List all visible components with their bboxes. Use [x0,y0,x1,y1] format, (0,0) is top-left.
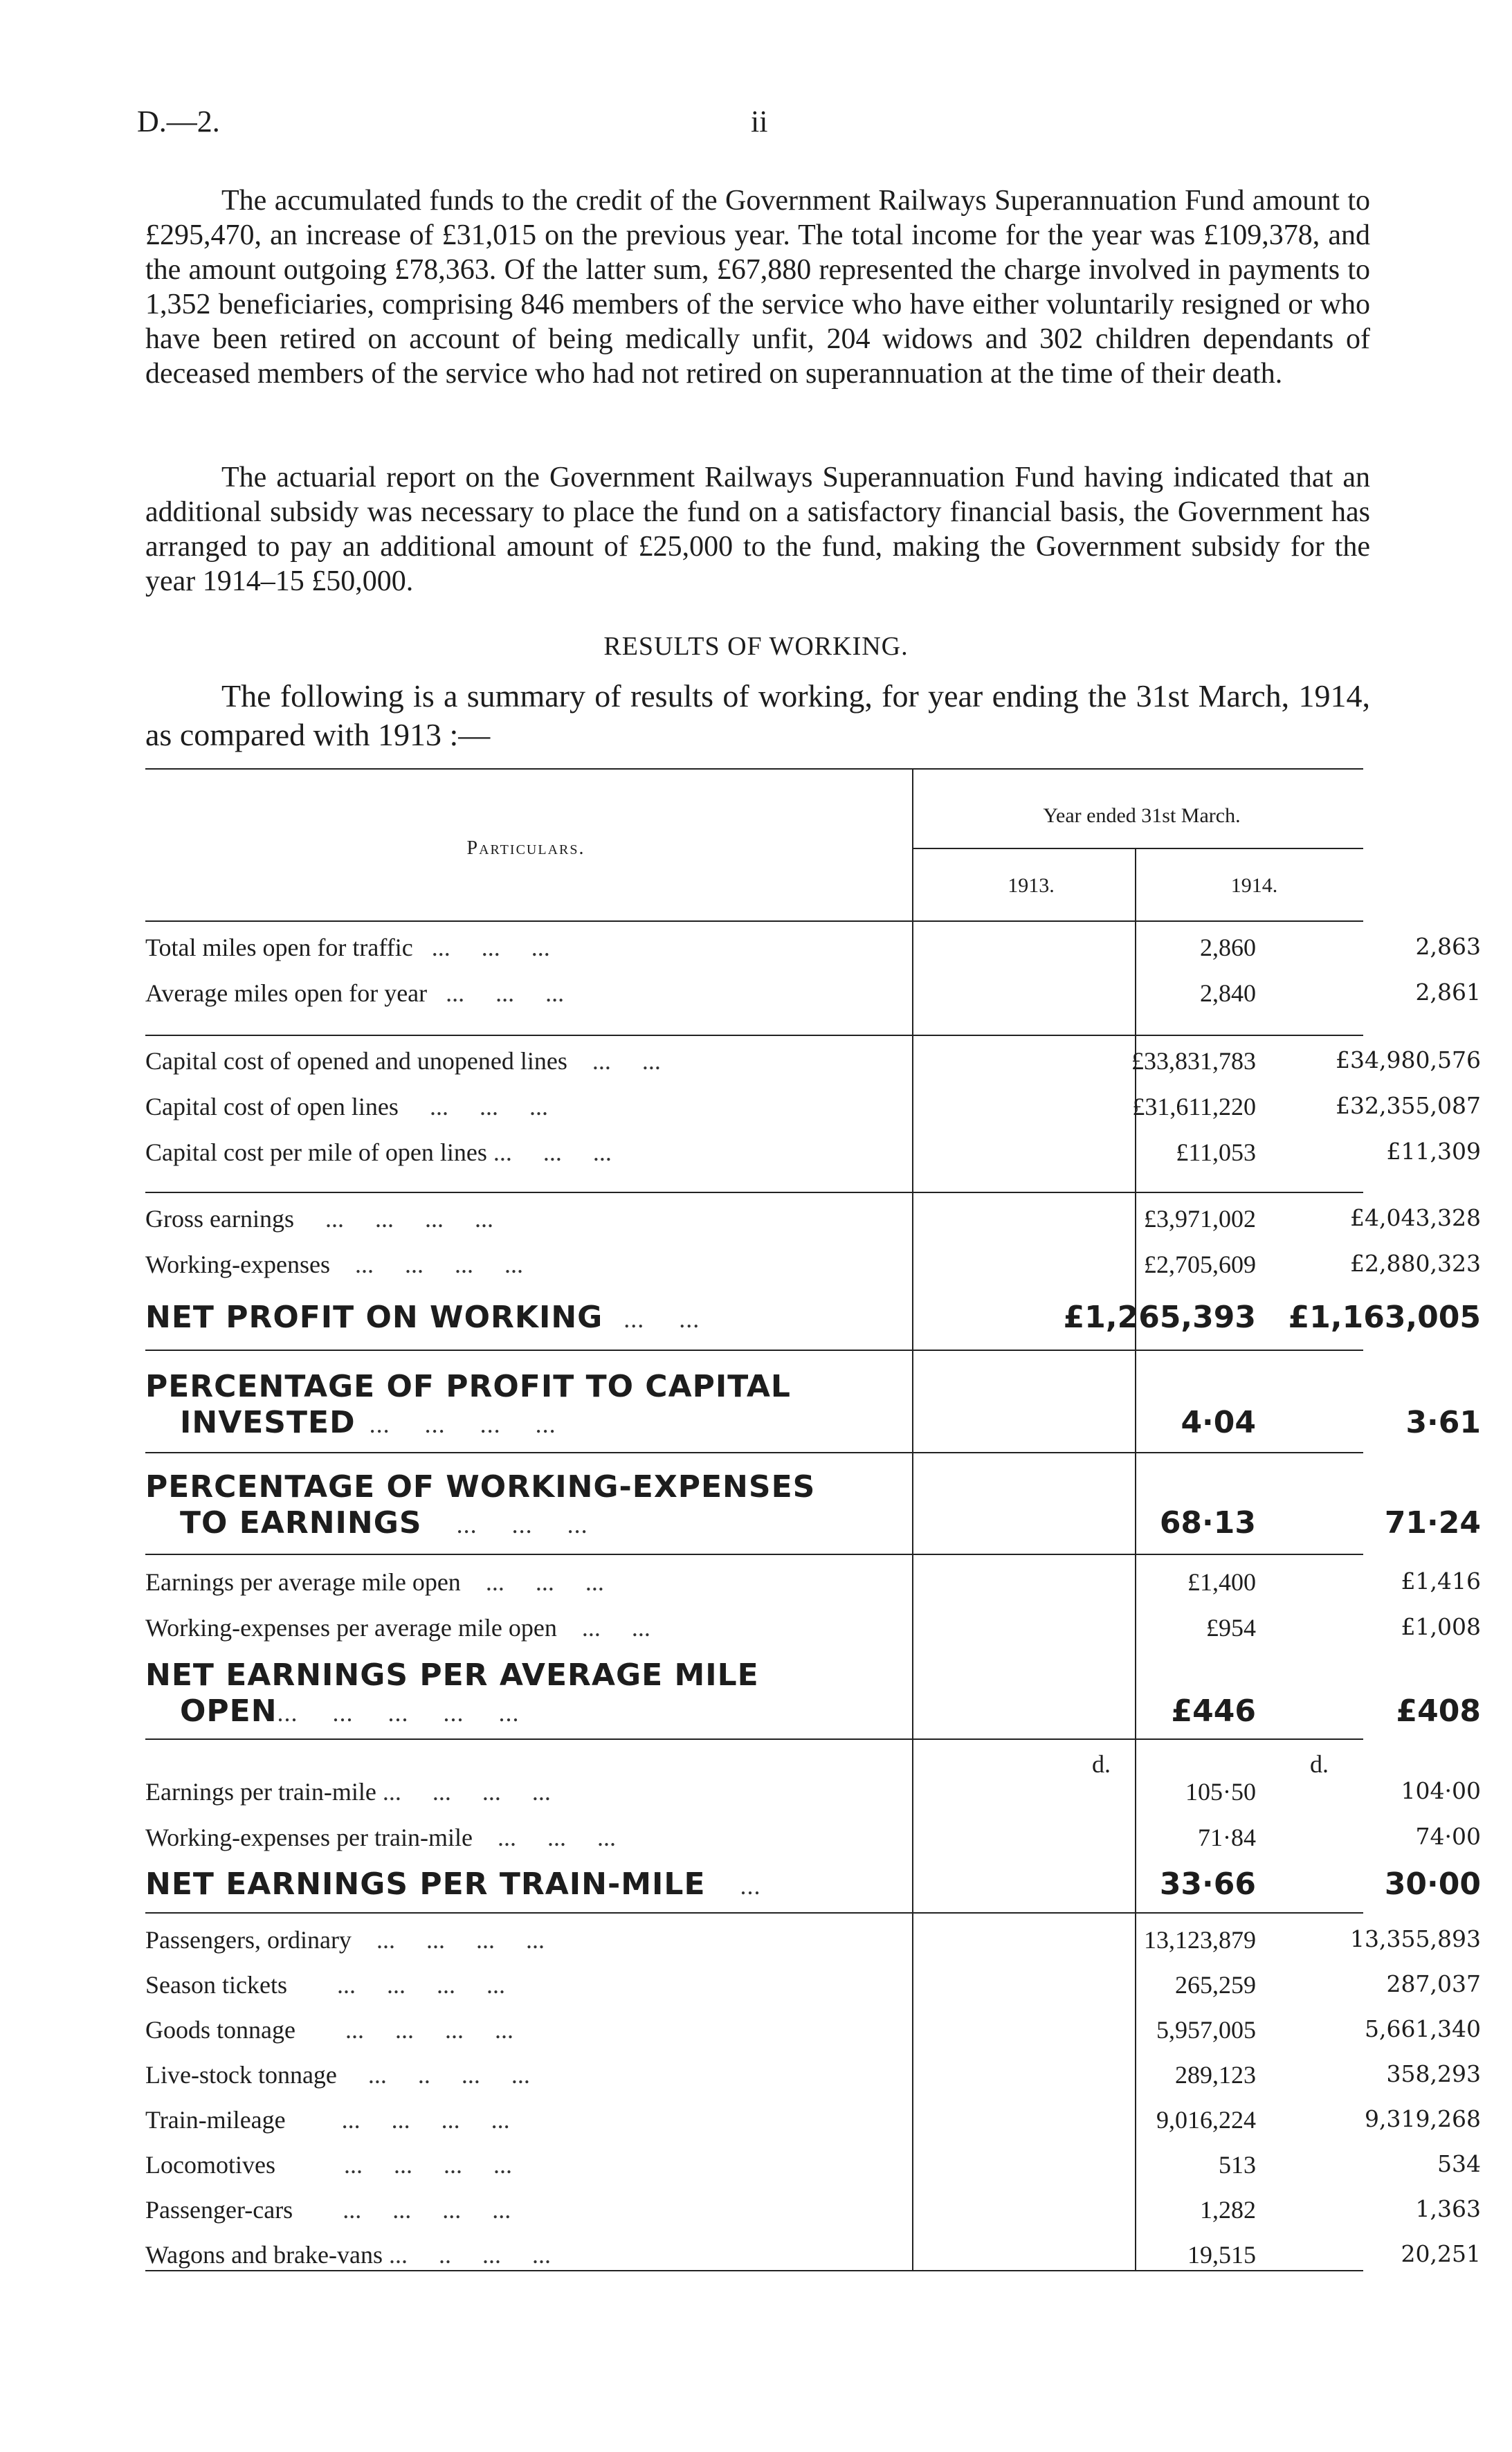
value-1913: 513 [1219,2151,1256,2179]
row-label: Capital cost of opened and unopened lines ... ... [145,1047,661,1075]
value-1913: 1,282 [1200,2196,1256,2224]
row-label: Working-expenses per train-mile ... ... ... [145,1824,616,1851]
value-1914: 13,355,893 [1350,1925,1481,1952]
value-1913: 13,123,879 [1144,1926,1256,1954]
row-label: NET EARNINGS PER TRAIN-MILE ... [145,1867,761,1902]
row-label: PERCENTAGE OF PROFIT TO CAPITAL [145,1369,791,1404]
value-1914: £32,355,087 [1336,1092,1481,1119]
value-1914: £1,008 [1401,1613,1481,1640]
value-1913: 5,957,005 [1156,2016,1256,2044]
row-label: Capital cost of open lines ... ... ... [145,1093,548,1120]
value-1913: £1,265,393 [1063,1300,1256,1335]
row-label: INVESTED ... ... ... ... [180,1405,556,1440]
paragraph-superannuation-fund: The accumulated funds to the credit of the Government Railways Superannuation Fund amount to £295,470, an increase of £31,015 on the previous year. The total income for the year was £109,378, and the amount outgoing £78,363. Of the latter sum, £67,880 represented the charge involved in payments to 1,352 beneficiaries, comprising 846 members of the service who have either voluntarily resigned or who have been retired on account of being medically unfit, 204 widows and 302 children dependants of deceased members of the service who had not retired on superannuation at the time of their death. [145,185,1370,390]
value-1914: £2,880,323 [1350,1250,1481,1277]
paragraph-actuarial-report: The actuarial report on the Government Railways Superannuation Fund having indicated that an additional subsidy was necessary to place the fund on a satisfactory financial basis, the Government has arranged to pay an additional amount of £25,000 to the fund, making the Government subsidy for the year 1914–15 £50,000. [145,462,1370,597]
row-label: Passenger-cars ... ... ... ... [145,2196,511,2224]
value-1913: £31,611,220 [1132,1093,1256,1120]
value-1914: 534 [1437,2150,1481,2177]
value-1913: 105·50 [1185,1778,1256,1806]
value-1914: 104·00 [1401,1777,1481,1804]
table-rule [145,768,1363,770]
row-label: Working-expenses per average mile open ... ... [145,1614,650,1642]
row-label: OPEN... ... ... ... ... [180,1693,520,1729]
value-1914: 71·24 [1384,1505,1481,1541]
value-1914: £1,416 [1401,1568,1481,1595]
value-1914: 9,319,268 [1365,2105,1481,2132]
table-rule [145,1912,1363,1914]
value-1913: 9,016,224 [1156,2106,1256,2134]
value-1913: 2,840 [1200,979,1256,1007]
page-number: ii [751,105,768,138]
table-rule [913,848,1363,849]
document-reference: D.—2. [137,105,220,138]
value-1913: 289,123 [1175,2061,1256,2089]
column-header-1914: 1914. [1230,874,1278,897]
row-label: Live-stock tonnage ... .. ... ... [145,2061,530,2089]
paragraph-summary-intro: The following is a summary of results of working, for year ending the 31st March, 1914, as compared with 1913 :— [145,678,1370,752]
table-rule [145,1035,1363,1036]
row-label: NET EARNINGS PER AVERAGE MILE [145,1658,759,1693]
value-1914: 1,363 [1415,2195,1481,2222]
row-label: Earnings per train-mile ... ... ... ... [145,1778,551,1806]
value-1914: 358,293 [1386,2060,1481,2087]
row-label: Earnings per average mile open ... ... ... [145,1568,604,1596]
column-header-particulars: Particulars. [466,837,585,859]
row-label: Locomotives ... ... ... ... [145,2151,512,2179]
value-1914: 2,861 [1415,979,1481,1006]
row-label: Capital cost per mile of open lines ... ... ... [145,1138,612,1166]
row-label: Passengers, ordinary ... ... ... ... [145,1926,545,1954]
value-1914: 5,661,340 [1365,2015,1481,2042]
table-rule [145,1192,1363,1193]
value-1914: 30·00 [1384,1867,1481,1902]
row-label: Working-expenses ... ... ... ... [145,1251,524,1278]
value-1913: £2,705,609 [1144,1251,1256,1278]
row-label: Average miles open for year ... ... ... [145,979,565,1007]
value-1913: £33,831,783 [1131,1047,1256,1075]
value-1913: £3,971,002 [1144,1205,1256,1233]
table-rule [145,2270,1363,2271]
value-1914: 2,863 [1415,933,1481,960]
column-header-year-ended: Year ended 31st March. [1043,804,1241,827]
value-1914: £4,043,328 [1350,1204,1481,1231]
value-1914: 20,251 [1401,2240,1481,2267]
value-1913: 2,860 [1200,934,1256,961]
row-label: Train-mileage ... ... ... ... [145,2106,510,2134]
row-label: Wagons and brake-vans ... .. ... ... [145,2241,551,2269]
row-label: NET PROFIT ON WORKING ... ... [145,1300,700,1335]
value-1913: 33·66 [1159,1867,1256,1902]
value-1914: 74·00 [1415,1823,1481,1850]
value-1914: £1,163,005 [1288,1300,1481,1335]
value-1914: £408 [1396,1693,1481,1729]
row-label: Goods tonnage ... ... ... ... [145,2016,513,2044]
value-1913: £446 [1171,1693,1256,1729]
value-1914: 3·61 [1405,1405,1481,1440]
value-1913: 71·84 [1198,1824,1256,1851]
value-1913: 4·04 [1181,1405,1256,1440]
row-label: TO EARNINGS ... ... ... [180,1505,588,1541]
table-rule [145,1452,1363,1453]
value-1913: £11,053 [1176,1138,1256,1166]
table-rule [145,1738,1363,1740]
table-rule [145,920,1363,922]
value-1914: £34,980,576 [1336,1046,1481,1073]
unit-pence-1913: d. [1092,1750,1111,1778]
row-label: PERCENTAGE OF WORKING-EXPENSES [145,1469,816,1505]
value-1913: £954 [1206,1614,1256,1642]
row-label: Gross earnings ... ... ... ... [145,1205,493,1233]
value-1914: 287,037 [1386,1970,1481,1997]
unit-pence-1914: d. [1310,1750,1329,1778]
table-rule [145,1350,1363,1351]
table-rule [145,1554,1363,1555]
row-label: Season tickets ... ... ... ... [145,1971,505,1999]
value-1913: 68·13 [1159,1505,1256,1541]
row-label: Total miles open for traffic ... ... ... [145,934,550,961]
column-header-1913: 1913. [1008,874,1055,897]
value-1914: £11,309 [1386,1138,1481,1165]
section-heading-results: RESULTS OF WORKING. [603,632,909,661]
value-1913: 265,259 [1175,1971,1256,1999]
value-1913: £1,400 [1187,1568,1256,1596]
value-1913: 19,515 [1187,2241,1256,2269]
